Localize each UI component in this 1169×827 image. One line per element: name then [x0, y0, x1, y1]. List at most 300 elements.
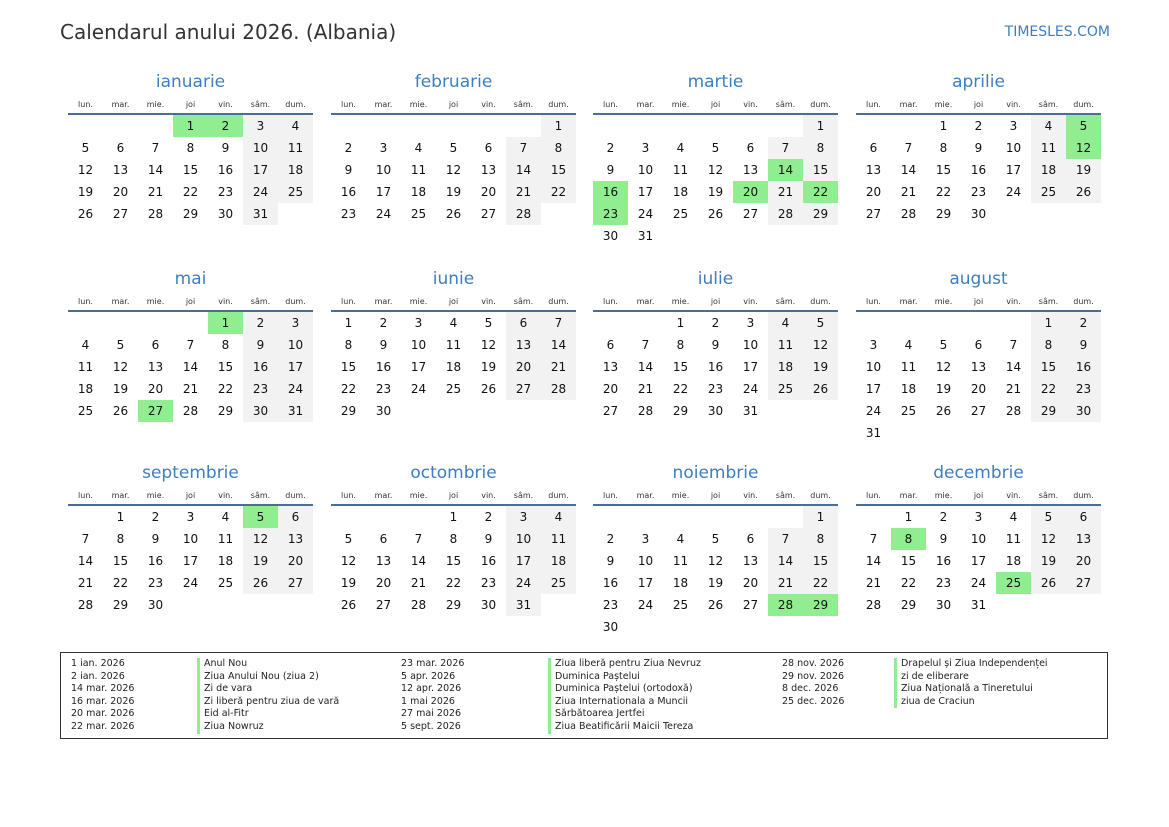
legend-holiday-name: Drapelul și Ziua Independenței	[894, 658, 1048, 671]
day-cell: 9	[606, 163, 615, 177]
day-cell: 18	[541, 550, 576, 572]
weekday-label: lun.	[341, 491, 356, 500]
brand-link[interactable]: TIMESLES.COM	[1004, 24, 1110, 40]
day-cell: 9	[221, 141, 230, 155]
day-cell: 14	[147, 163, 164, 177]
empty-cell	[138, 312, 173, 334]
day-cell: 3	[869, 338, 878, 352]
day-cell: 2	[379, 316, 388, 330]
day-cell: 6	[278, 506, 313, 528]
day-cell: 10	[182, 532, 199, 546]
legend-holiday-name: zi de eliberare	[894, 671, 1048, 684]
legend-holiday-name: Duminica Paștelui (ortodoxă)	[548, 683, 701, 696]
day-cell: 16	[935, 554, 952, 568]
day-cell: 12	[480, 338, 497, 352]
empty-cell	[506, 115, 541, 137]
weekday-label: lun.	[341, 297, 356, 306]
day-cell: 22	[1031, 378, 1066, 400]
day-cell: 7	[414, 532, 423, 546]
empty-cell	[593, 115, 628, 137]
day-cell: 11	[541, 528, 576, 550]
day-cell: 30	[480, 598, 497, 612]
weekday-label: sâm.	[513, 100, 534, 109]
weekday-header	[593, 294, 838, 312]
day-cell: 17	[182, 554, 199, 568]
day-cell: 19	[480, 360, 497, 374]
day-cell: 12	[707, 554, 724, 568]
weekday-label: mar.	[636, 100, 655, 109]
legend-date: 2 ian. 2026	[71, 670, 125, 682]
day-cell: 10	[637, 554, 654, 568]
weekday-label: dum.	[548, 100, 569, 109]
day-cell: 17	[1005, 163, 1022, 177]
day-cell: 26	[243, 572, 278, 594]
day-cell: 22	[112, 576, 129, 590]
day-cell: 19	[707, 185, 724, 199]
day-cell: 21	[865, 576, 882, 590]
day-cell: 8	[344, 338, 353, 352]
day-cell: 26	[803, 378, 838, 400]
day-cell: 30	[970, 207, 987, 221]
day-cell: 5	[1031, 506, 1066, 528]
empty-cell	[891, 312, 926, 334]
empty-cell	[733, 506, 768, 528]
day-cell: 12	[1031, 528, 1066, 550]
legend-date: 20 mar. 2026	[71, 708, 135, 720]
day-cell: 29	[112, 598, 129, 612]
day-cell: 11	[672, 163, 689, 177]
day-cell: 11	[445, 338, 462, 352]
day-cell: 20	[865, 185, 882, 199]
day-cell: 20	[970, 382, 987, 396]
empty-cell	[628, 506, 663, 528]
day-cell: 18	[445, 360, 462, 374]
day-cell: 16	[602, 576, 619, 590]
day-cell: 19	[77, 185, 94, 199]
day-cell: 30	[147, 598, 164, 612]
day-cell: 2	[484, 510, 493, 524]
day-cell: 7	[151, 141, 160, 155]
weekday-label: joi	[448, 491, 459, 500]
day-cell: 13	[742, 163, 759, 177]
weekday-label: mie.	[409, 491, 428, 500]
day-cell: 25	[900, 404, 917, 418]
weekday-label: joi	[448, 297, 459, 306]
empty-cell	[663, 506, 698, 528]
weekday-label: joi	[710, 100, 721, 109]
day-cell: 21	[768, 181, 803, 203]
weekday-label: lun.	[78, 297, 93, 306]
day-cell: 28	[541, 378, 576, 400]
weekday-label: vin.	[1006, 100, 1021, 109]
day-cell: 28	[1005, 404, 1022, 418]
empty-cell	[173, 312, 208, 334]
day-cell: 10	[1005, 141, 1022, 155]
day-cell: 23	[375, 382, 392, 396]
empty-cell	[138, 115, 173, 137]
day-cell: 12	[112, 360, 129, 374]
day-cell: 13	[147, 360, 164, 374]
empty-cell	[593, 312, 628, 334]
day-cell: 18	[672, 576, 689, 590]
holiday-day-cell: 16	[593, 181, 628, 203]
day-cell: 14	[865, 554, 882, 568]
day-cell: 6	[746, 532, 755, 546]
day-cell: 5	[449, 141, 458, 155]
empty-cell	[628, 115, 663, 137]
day-cell: 22	[340, 382, 357, 396]
day-cell: 6	[506, 312, 541, 334]
holiday-day-cell: 28	[768, 594, 803, 616]
day-cell: 17	[506, 550, 541, 572]
holiday-day-cell: 2	[208, 115, 243, 137]
day-cell: 12	[445, 163, 462, 177]
month-3	[593, 73, 838, 247]
day-cell: 24	[278, 378, 313, 400]
weekday-label: mie.	[934, 100, 953, 109]
weekday-label: lun.	[603, 491, 618, 500]
weekday-label: dum.	[810, 297, 831, 306]
day-cell: 7	[641, 338, 650, 352]
weekday-label: mar.	[636, 297, 655, 306]
holiday-day-cell: 14	[768, 159, 803, 181]
weekday-label: mar.	[374, 297, 393, 306]
day-cell: 3	[974, 510, 983, 524]
day-cell: 18	[672, 185, 689, 199]
day-cell: 9	[974, 141, 983, 155]
day-cell: 28	[77, 598, 94, 612]
day-cell: 31	[506, 594, 541, 616]
day-cell: 14	[1005, 360, 1022, 374]
day-cell: 7	[904, 141, 913, 155]
weekday-label: lun.	[603, 297, 618, 306]
day-cell: 7	[81, 532, 90, 546]
day-cell: 3	[746, 316, 755, 330]
day-cell: 27	[742, 207, 759, 221]
day-cell: 1	[939, 119, 948, 133]
day-cell: 11	[1031, 137, 1066, 159]
day-cell: 17	[278, 356, 313, 378]
day-cell: 23	[217, 185, 234, 199]
holiday-day-cell: 1	[173, 115, 208, 137]
month-8	[856, 270, 1101, 444]
day-cell: 7	[768, 528, 803, 550]
weekday-label: joi	[710, 491, 721, 500]
day-cell: 27	[865, 207, 882, 221]
day-cell: 22	[217, 382, 234, 396]
day-cell: 13	[1066, 528, 1101, 550]
empty-cell	[471, 115, 506, 137]
day-cell: 31	[637, 229, 654, 243]
empty-cell	[768, 115, 803, 137]
day-cell: 27	[480, 207, 497, 221]
day-cell: 15	[935, 163, 952, 177]
day-cell: 23	[243, 378, 278, 400]
day-cell: 29	[445, 598, 462, 612]
weekday-label: mie.	[409, 297, 428, 306]
weekday-label: vin.	[1006, 297, 1021, 306]
day-cell: 8	[1031, 334, 1066, 356]
weekday-label: vin.	[218, 297, 233, 306]
day-cell: 23	[147, 576, 164, 590]
day-cell: 27	[112, 207, 129, 221]
holiday-legend	[60, 652, 1108, 739]
day-cell: 16	[243, 356, 278, 378]
day-cell: 21	[147, 185, 164, 199]
day-cell: 11	[1005, 532, 1022, 546]
day-cell: 6	[484, 141, 493, 155]
day-cell: 9	[484, 532, 493, 546]
month-name: aprilie	[952, 72, 1005, 92]
day-cell: 8	[221, 338, 230, 352]
day-cell: 5	[116, 338, 125, 352]
day-cell: 14	[506, 159, 541, 181]
weekday-label: mar.	[899, 100, 918, 109]
weekday-label: mar.	[636, 491, 655, 500]
day-cell: 3	[243, 115, 278, 137]
legend-holiday-name: Zi liberă pentru ziua de vară	[197, 696, 339, 709]
day-cell: 4	[768, 312, 803, 334]
day-cell: 25	[768, 378, 803, 400]
day-cell: 28	[900, 207, 917, 221]
day-cell: 4	[1031, 115, 1066, 137]
day-cell: 14	[182, 360, 199, 374]
day-cell: 15	[217, 360, 234, 374]
day-cell: 10	[375, 163, 392, 177]
day-cell: 11	[278, 137, 313, 159]
day-cell: 9	[344, 163, 353, 177]
day-cell: 24	[637, 207, 654, 221]
day-cell: 13	[278, 528, 313, 550]
day-cell: 15	[672, 360, 689, 374]
holiday-day-cell: 29	[803, 594, 838, 616]
weekday-label: vin.	[218, 491, 233, 500]
day-cell: 19	[112, 382, 129, 396]
day-cell: 1	[344, 316, 353, 330]
day-cell: 3	[379, 141, 388, 155]
day-cell: 18	[217, 554, 234, 568]
day-cell: 6	[746, 141, 755, 155]
legend-date: 29 nov. 2026	[782, 670, 845, 682]
weekday-header	[68, 488, 313, 506]
weekday-label: mar.	[374, 100, 393, 109]
day-cell: 16	[1066, 356, 1101, 378]
weekday-label: lun.	[866, 100, 881, 109]
day-cell: 31	[865, 426, 882, 440]
day-cell: 14	[637, 360, 654, 374]
day-cell: 14	[77, 554, 94, 568]
empty-cell	[996, 312, 1031, 334]
day-cell: 1	[904, 510, 913, 524]
weekday-header	[856, 488, 1101, 506]
legend-holiday-name: Ziua Națională a Tineretului	[894, 683, 1048, 696]
weekday-header	[856, 294, 1101, 312]
day-cell: 2	[711, 316, 720, 330]
day-cell: 4	[81, 338, 90, 352]
day-cell: 23	[935, 576, 952, 590]
day-cell: 23	[1066, 378, 1101, 400]
day-cell: 9	[1066, 334, 1101, 356]
day-cell: 26	[1066, 181, 1101, 203]
legend-holiday-name: Zi de vara	[197, 683, 339, 696]
empty-cell	[331, 506, 366, 528]
day-cell: 11	[900, 360, 917, 374]
month-name: octombrie	[410, 463, 497, 483]
month-5	[68, 270, 313, 422]
day-cell: 17	[375, 185, 392, 199]
day-cell: 16	[480, 554, 497, 568]
day-cell: 22	[541, 181, 576, 203]
day-cell: 2	[606, 141, 615, 155]
weekday-label: lun.	[78, 491, 93, 500]
month-4	[856, 73, 1101, 225]
day-cell: 22	[672, 382, 689, 396]
holiday-day-cell: 5	[243, 506, 278, 528]
day-cell: 24	[410, 382, 427, 396]
day-cell: 24	[182, 576, 199, 590]
day-cell: 15	[803, 550, 838, 572]
legend-holiday-name: Ziua liberă pentru Ziua Nevruz	[548, 658, 701, 671]
day-cell: 13	[970, 360, 987, 374]
empty-cell	[663, 115, 698, 137]
month-name: ianuarie	[155, 72, 226, 92]
day-cell: 2	[939, 510, 948, 524]
day-cell: 18	[278, 159, 313, 181]
day-cell: 11	[672, 554, 689, 568]
day-cell: 15	[445, 554, 462, 568]
day-cell: 13	[112, 163, 129, 177]
legend-holiday-name: ziua de Craciun	[894, 696, 1048, 709]
day-cell: 29	[803, 203, 838, 225]
day-cell: 25	[77, 404, 94, 418]
day-cell: 31	[970, 598, 987, 612]
weekday-label: mar.	[111, 100, 130, 109]
day-cell: 1	[1031, 312, 1066, 334]
month-10	[331, 464, 576, 616]
day-cell: 1	[803, 506, 838, 528]
day-cell: 25	[1031, 181, 1066, 203]
day-cell: 26	[707, 207, 724, 221]
empty-cell	[68, 312, 103, 334]
day-cell: 18	[410, 185, 427, 199]
day-cell: 5	[344, 532, 353, 546]
day-cell: 25	[410, 207, 427, 221]
day-cell: 19	[1066, 159, 1101, 181]
empty-cell	[628, 312, 663, 334]
day-cell: 8	[541, 137, 576, 159]
day-cell: 3	[278, 312, 313, 334]
month-11	[593, 464, 838, 638]
day-cell: 26	[340, 598, 357, 612]
day-cell: 14	[768, 550, 803, 572]
weekday-label: joi	[973, 491, 984, 500]
day-cell: 4	[278, 115, 313, 137]
weekday-label: mar.	[899, 297, 918, 306]
empty-cell	[856, 115, 891, 137]
day-cell: 24	[742, 382, 759, 396]
day-cell: 21	[541, 356, 576, 378]
day-cell: 4	[449, 316, 458, 330]
day-cell: 1	[449, 510, 458, 524]
day-cell: 14	[900, 163, 917, 177]
month-name: decembrie	[933, 463, 1024, 483]
weekday-label: sâm.	[775, 491, 796, 500]
legend-date: 25 dec. 2026	[782, 695, 845, 707]
day-cell: 4	[414, 141, 423, 155]
day-cell: 15	[803, 159, 838, 181]
weekday-header	[331, 488, 576, 506]
day-cell: 10	[865, 360, 882, 374]
day-cell: 29	[935, 207, 952, 221]
day-cell: 7	[541, 312, 576, 334]
day-cell: 9	[151, 532, 160, 546]
weekday-header	[68, 294, 313, 312]
day-cell: 16	[970, 163, 987, 177]
day-cell: 9	[711, 338, 720, 352]
day-cell: 12	[803, 334, 838, 356]
legend-holiday-name: Eid al-Fitr	[197, 708, 339, 721]
day-cell: 3	[506, 506, 541, 528]
empty-cell	[891, 115, 926, 137]
day-cell: 20	[1066, 550, 1101, 572]
day-cell: 15	[340, 360, 357, 374]
day-cell: 28	[182, 404, 199, 418]
day-cell: 28	[506, 203, 541, 225]
day-cell: 13	[865, 163, 882, 177]
day-cell: 14	[410, 554, 427, 568]
day-cell: 12	[243, 528, 278, 550]
holiday-day-cell: 20	[733, 181, 768, 203]
day-cell: 5	[803, 312, 838, 334]
day-cell: 15	[541, 159, 576, 181]
weekday-label: vin.	[481, 297, 496, 306]
day-grid	[68, 312, 313, 422]
day-cell: 27	[278, 572, 313, 594]
legend-date-column	[401, 658, 464, 734]
weekday-label: sâm.	[1038, 100, 1059, 109]
day-cell: 30	[602, 620, 619, 634]
day-cell: 12	[707, 163, 724, 177]
day-cell: 26	[480, 382, 497, 396]
month-2	[331, 73, 576, 225]
weekday-label: mie.	[934, 297, 953, 306]
day-cell: 28	[147, 207, 164, 221]
day-cell: 7	[1009, 338, 1018, 352]
day-cell: 12	[77, 163, 94, 177]
day-cell: 9	[606, 554, 615, 568]
day-grid	[593, 115, 838, 247]
day-cell: 28	[410, 598, 427, 612]
day-grid	[856, 115, 1101, 225]
weekday-label: lun.	[341, 100, 356, 109]
weekday-label: mar.	[111, 297, 130, 306]
day-cell: 23	[970, 185, 987, 199]
day-cell: 7	[869, 532, 878, 546]
weekday-label: sâm.	[513, 491, 534, 500]
day-cell: 7	[768, 137, 803, 159]
day-cell: 23	[602, 598, 619, 612]
day-cell: 22	[935, 185, 952, 199]
weekday-label: sâm.	[250, 100, 271, 109]
day-cell: 5	[484, 316, 493, 330]
day-grid	[331, 115, 576, 225]
legend-name-column	[548, 658, 701, 734]
weekday-label: sâm.	[513, 297, 534, 306]
day-cell: 30	[935, 598, 952, 612]
day-grid	[331, 506, 576, 616]
day-cell: 11	[768, 334, 803, 356]
day-cell: 4	[904, 338, 913, 352]
